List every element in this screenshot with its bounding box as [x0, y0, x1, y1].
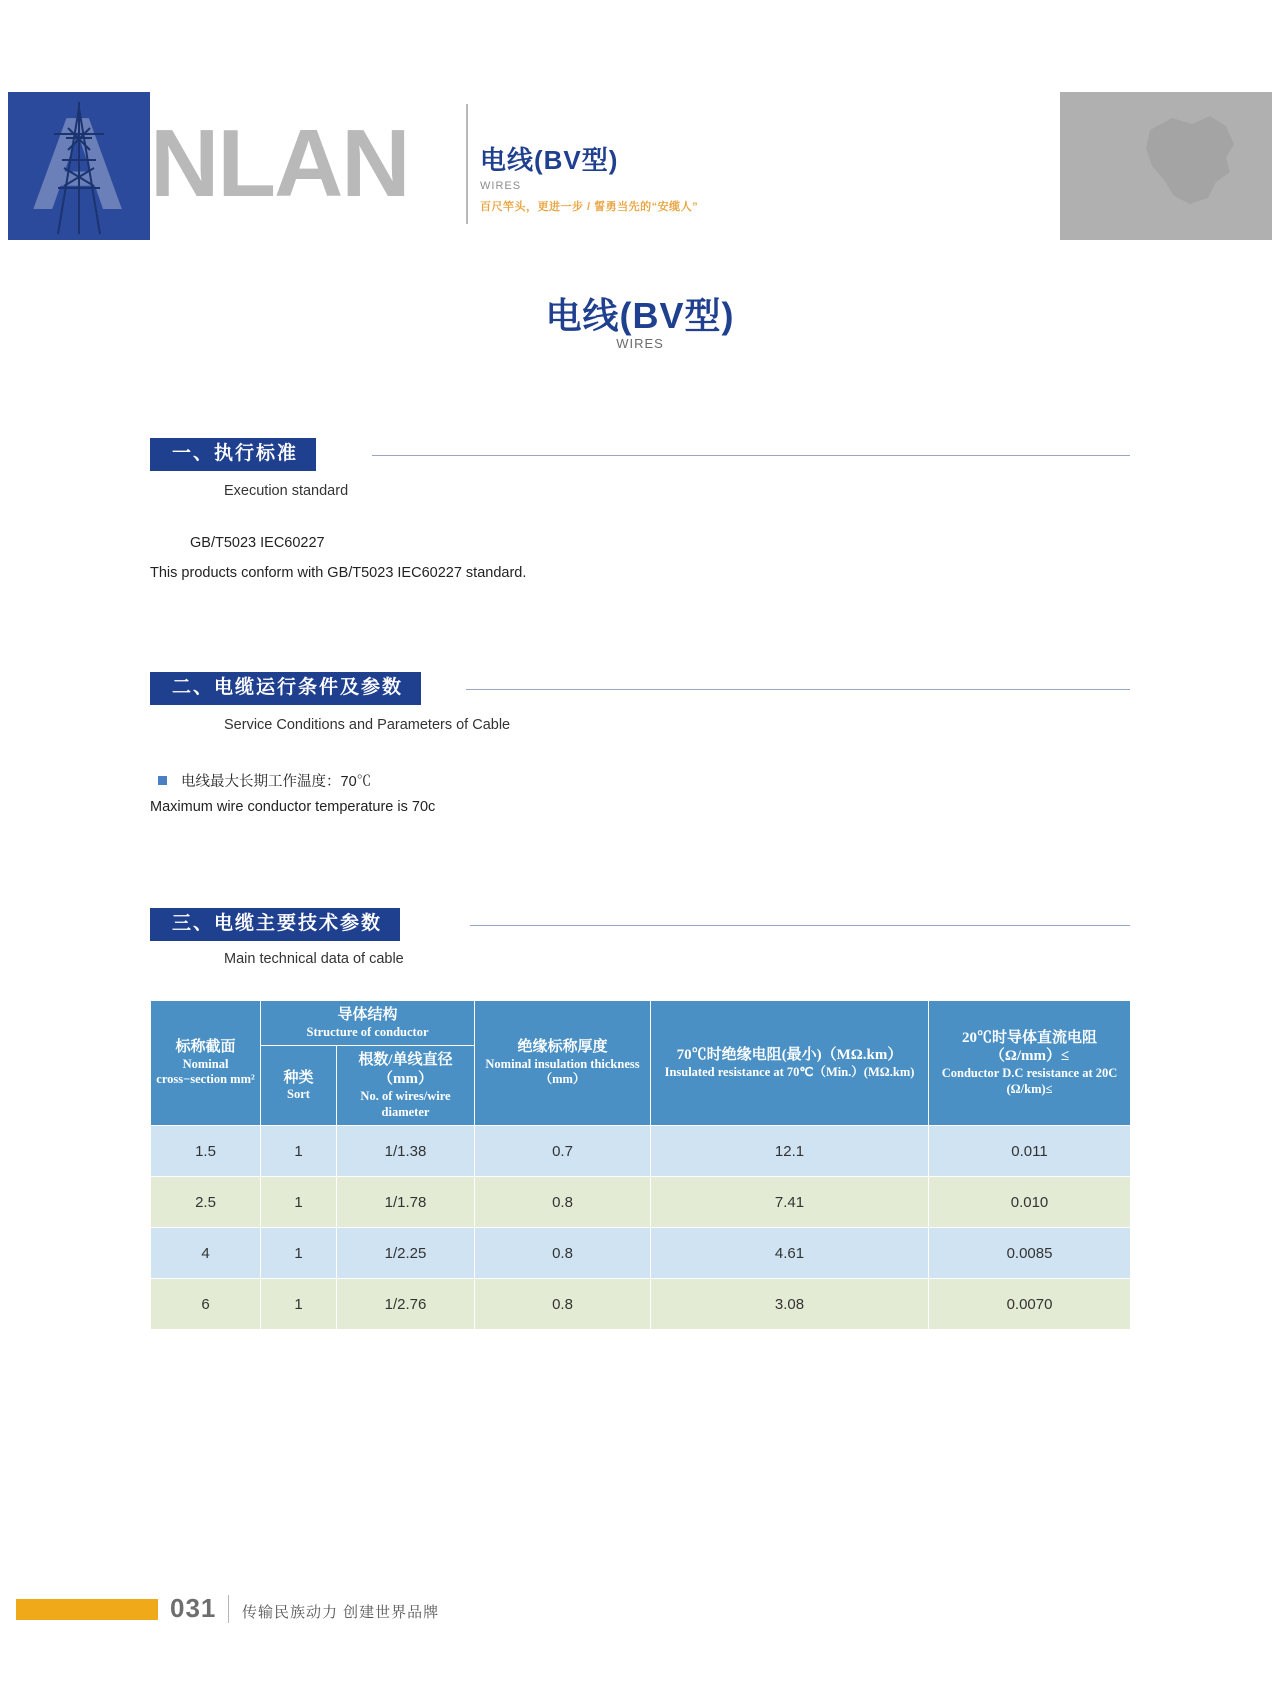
th-sort-cn: 种类	[283, 1069, 314, 1086]
cell-wire-diameter: 1/1.38	[337, 1126, 475, 1177]
footer-page-number: 031	[170, 1593, 217, 1623]
th-sort	[261, 1046, 337, 1126]
section-1-rule	[372, 455, 1130, 456]
logo-block	[8, 92, 150, 240]
cell-dc-resistance: 0.0085	[929, 1228, 1131, 1279]
th-structure-cn: 导体结构	[337, 1007, 398, 1023]
cell-sort: 1	[261, 1279, 337, 1330]
th-sort-en: Sort	[287, 1087, 310, 1102]
cell-wire-diameter: 1/1.78	[337, 1177, 475, 1228]
th-insulation-thickness	[475, 1001, 651, 1126]
table-head	[151, 1001, 1131, 1126]
page-subtitle: WIRES	[616, 336, 664, 351]
section-2-line-1: Maximum wire conductor temperature is 70c	[150, 799, 436, 815]
brand-wordmark: NLAN	[150, 110, 409, 217]
header-title-cn: 电线(BV型)	[480, 145, 619, 175]
cell-insulated-resistance: 3.08	[651, 1279, 929, 1330]
th-wire-diameter	[337, 1046, 475, 1126]
transmission-tower-icon	[44, 98, 114, 238]
page-title: 电线(BV型)	[545, 295, 735, 336]
section-1-subtitle: Execution standard	[224, 483, 349, 499]
page-footer	[0, 1593, 1280, 1627]
table-row	[151, 1126, 1131, 1177]
bullet-square-icon	[158, 776, 167, 785]
th-nominal-cross-section-en: Nominal cross−section mm²	[156, 1056, 255, 1087]
cell-insulated-resistance: 4.61	[651, 1228, 929, 1279]
section-1-tag: 一、执行标准	[150, 438, 316, 471]
header-divider	[466, 104, 468, 224]
table-header-row-1	[151, 1001, 1131, 1046]
section-2-bullet-row	[158, 770, 371, 791]
section-1-line-2: This products conform with GB/T5023 IEC60227 standard.	[150, 565, 527, 581]
footer-separator	[228, 1595, 229, 1623]
th-wire-diameter-cn: 根数/单线直径（mm）	[358, 1052, 453, 1088]
china-map-icon	[1130, 100, 1250, 220]
table-row	[151, 1177, 1131, 1228]
cell-insulation-thickness: 0.8	[475, 1228, 651, 1279]
section-2-header	[150, 672, 421, 704]
cell-sort: 1	[261, 1177, 337, 1228]
th-insulated-resistance	[651, 1001, 929, 1126]
footer-slogan: 传输民族动力 创建世界品牌	[242, 1604, 440, 1621]
table-row	[151, 1228, 1131, 1279]
section-3-tag: 三、电缆主要技术参数	[150, 908, 400, 941]
section-2-subtitle: Service Conditions and Parameters of Cable	[224, 717, 511, 733]
th-structure-of-conductor	[261, 1001, 475, 1046]
cell-wire-diameter: 1/2.76	[337, 1279, 475, 1330]
table-row	[151, 1279, 1131, 1330]
th-insulation-thickness-cn: 绝缘标称厚度	[517, 1039, 608, 1056]
th-nominal-cross-section-cn: 标称截面	[175, 1039, 236, 1056]
page-header	[0, 92, 1280, 240]
cell-wire-diameter: 1/2.25	[337, 1228, 475, 1279]
cell-sort: 1	[261, 1126, 337, 1177]
cell-insulated-resistance: 7.41	[651, 1177, 929, 1228]
cell-dc-resistance: 0.011	[929, 1126, 1131, 1177]
th-dc-resistance-en: Conductor D.C resistance at 20C (Ω/km)≤	[941, 1066, 1118, 1096]
cell-dc-resistance: 0.010	[929, 1177, 1131, 1228]
table-body	[151, 1126, 1131, 1330]
section-1-header	[150, 438, 316, 470]
header-title-en: WIRES	[480, 180, 522, 192]
cell-nominal-cross-section: 6	[151, 1279, 261, 1330]
header-corner-block	[1060, 92, 1272, 240]
th-dc-resistance-cn: 20℃时导体直流电阻（Ω/mm）≤	[962, 1029, 1098, 1065]
th-insulated-resistance-en: Insulated resistance at 70℃（Min.）(MΩ.km)	[664, 1064, 915, 1079]
section-2-rule	[466, 689, 1130, 690]
technical-data-table-wrap	[150, 1000, 1130, 1330]
section-1-line-1: GB/T5023 IEC60227	[190, 535, 325, 551]
cell-nominal-cross-section: 4	[151, 1228, 261, 1279]
header-slogan: 百尺竿头，更进一步 / 誓勇当先的“安缆人”	[480, 201, 699, 213]
cell-insulation-thickness: 0.7	[475, 1126, 651, 1177]
section-3-header	[150, 908, 400, 940]
cell-nominal-cross-section: 2.5	[151, 1177, 261, 1228]
section-2-bullet-text: 电线最大长期工作温度：70℃	[181, 774, 372, 790]
th-wire-diameter-en: No. of wires/wire diameter	[360, 1088, 451, 1119]
section-2-tag: 二、电缆运行条件及参数	[150, 672, 421, 705]
section-3-rule	[470, 925, 1130, 926]
technical-data-table	[150, 1000, 1131, 1330]
th-structure-en: Structure of conductor	[306, 1024, 429, 1039]
cell-insulation-thickness: 0.8	[475, 1279, 651, 1330]
cell-insulation-thickness: 0.8	[475, 1177, 651, 1228]
footer-accent-bar	[16, 1599, 158, 1620]
logo-letter-a: A	[30, 92, 122, 237]
cell-dc-resistance: 0.0070	[929, 1279, 1131, 1330]
section-3-subtitle: Main technical data of cable	[224, 951, 404, 967]
cell-sort: 1	[261, 1228, 337, 1279]
cell-nominal-cross-section: 1.5	[151, 1126, 261, 1177]
th-dc-resistance	[929, 1001, 1131, 1126]
th-insulation-thickness-en: Nominal insulation thickness（mm）	[485, 1056, 640, 1087]
th-insulated-resistance-cn: 70℃时绝缘电阻(最小)（MΩ.km）	[676, 1046, 903, 1063]
th-nominal-cross-section	[151, 1001, 261, 1126]
cell-insulated-resistance: 12.1	[651, 1126, 929, 1177]
